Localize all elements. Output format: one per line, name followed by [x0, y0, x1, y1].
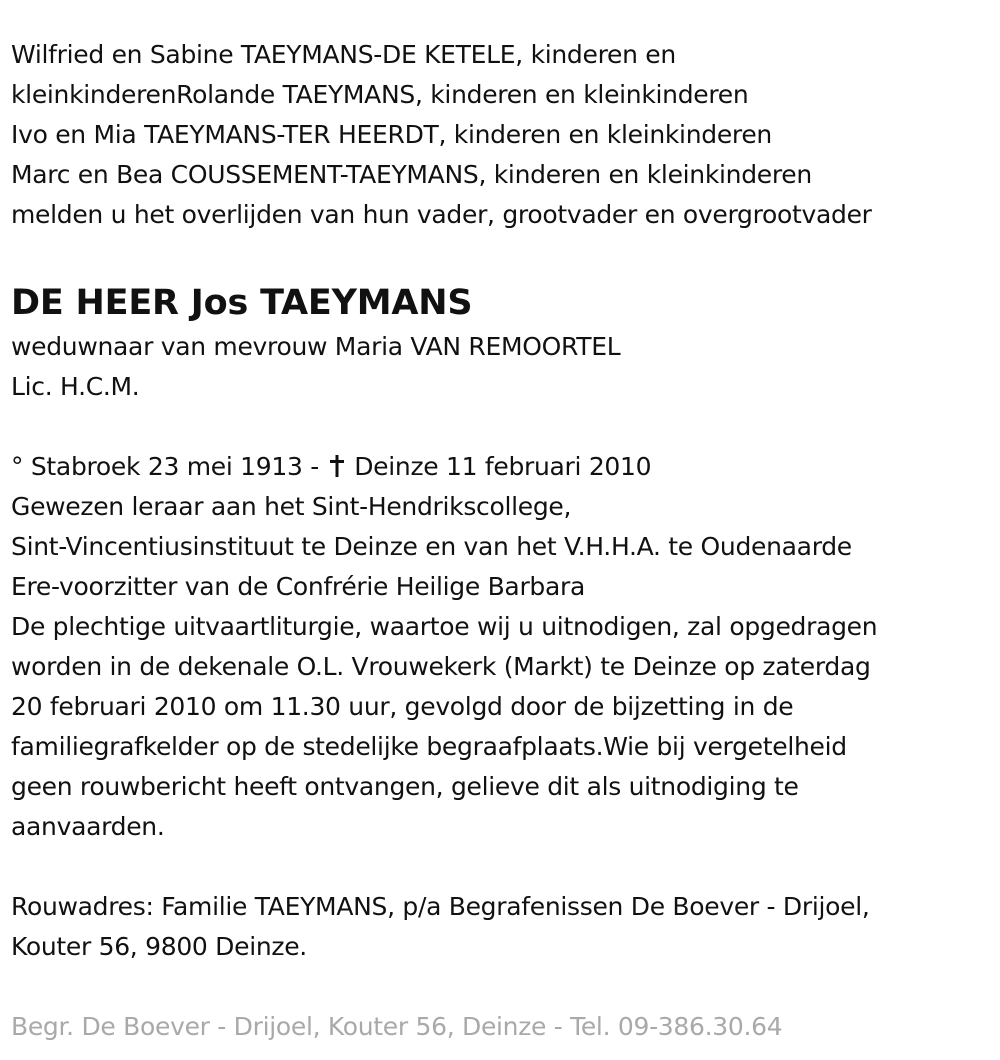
spacer [11, 235, 991, 275]
body-line: Ere-voorzitter van de Confrérie Heilige Barbara [11, 572, 586, 601]
family-line: Marc en Bea COUSSEMENT-TAEYMANS, kinderen en kleinkinderen [11, 160, 812, 189]
spacer [11, 847, 991, 887]
academic-title: Lic. H.C.M. [11, 372, 140, 401]
spacer [11, 407, 991, 447]
body-line: worden in de dekenale O.L. Vrouwekerk (Markt) te Deinze op zaterdag [11, 652, 871, 681]
address-line: Kouter 56, 9800 Deinze. [11, 932, 307, 961]
body-line: Sint-Vincentiusinstituut te Deinze en van het V.H.H.A. te Oudenaarde [11, 532, 852, 561]
announcement-line: melden u het overlijden van hun vader, grootvader en overgrootvader [11, 200, 872, 229]
body-line: geen rouwbericht heeft ontvangen, gelieve dit als uitnodiging te [11, 772, 799, 801]
body-line: familiegrafkelder op de stedelijke begraafplaats.Wie bij vergetelheid [11, 732, 847, 761]
obituary-notice [11, 35, 991, 1047]
family-block [11, 35, 991, 235]
body-line: De plechtige uitvaartliturgie, waartoe wij u uitnodigen, zal opgedragen [11, 612, 878, 641]
family-line: Wilfried en Sabine TAEYMANS-DE KETELE, kinderen en [11, 40, 676, 69]
body-line: 20 februari 2010 om 11.30 uur, gevolgd door de bijzetting in de [11, 692, 794, 721]
death-info: Deinze 11 februari 2010 [354, 452, 652, 481]
body-line: Gewezen leraar aan het Sint-Hendrikscollege, [11, 492, 572, 521]
mourning-address [11, 887, 991, 967]
address-line: Rouwadres: Familie TAEYMANS, p/a Begrafenissen De Boever - Drijoel, [11, 892, 870, 921]
family-line: kleinkinderenRolande TAEYMANS, kinderen en kleinkinderen [11, 80, 749, 109]
deceased-name: DE HEER Jos TAEYMANS [11, 283, 473, 323]
birth-info: ° Stabroek 23 mei 1913 - [11, 452, 319, 481]
cross-icon [329, 450, 345, 490]
details-block [11, 487, 991, 847]
dates-line [11, 447, 991, 487]
funeral-home-footer: Begr. De Boever - Drijoel, Kouter 56, Deinze - Tel. 09-386.30.64 [11, 1012, 783, 1041]
body-line: aanvaarden. [11, 812, 165, 841]
spacer [11, 967, 991, 1007]
family-line: Ivo en Mia TAEYMANS-TER HEERDT, kinderen en kleinkinderen [11, 120, 772, 149]
widower-line: weduwnaar van mevrouw Maria VAN REMOORTEL [11, 332, 621, 361]
